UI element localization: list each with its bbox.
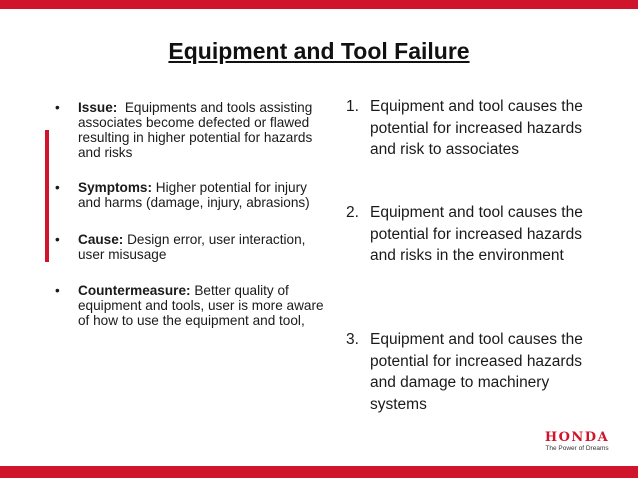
numbered-item-2: [346, 202, 606, 267]
bullet-text: Better quality of equipment and tools, user is more aware of how to use the equipment and tool,: [78, 283, 328, 328]
bullet-dot-icon: •: [55, 283, 60, 298]
bullet-cause: [55, 232, 330, 262]
bullet-text: Equipments and tools assisting associates become defected or flawed resulting in higher potential for hazards and risks: [78, 100, 317, 160]
top-accent-bar: [0, 0, 638, 9]
bullet-dot-icon: •: [55, 232, 60, 247]
logo-wordmark: HONDA: [544, 430, 610, 445]
bullet-text: Higher potential for injury and harms (damage, injury, abrasions): [78, 180, 311, 210]
bullet-dot-icon: •: [55, 100, 60, 115]
bullet-label: Symptoms:: [78, 180, 153, 195]
left-accent-line: [45, 130, 49, 262]
numbered-item-3: [346, 329, 606, 415]
logo-tagline: The Power of Dreams: [545, 445, 609, 452]
bullet-countermeasure: [55, 283, 330, 328]
item-number: 3.: [346, 331, 359, 348]
honda-logo: [536, 431, 618, 453]
item-number: 2.: [346, 204, 359, 221]
bullet-symptoms: [55, 180, 330, 210]
left-bullet-list: [55, 100, 330, 328]
bullet-label: Cause:: [78, 232, 124, 247]
bullet-label: Issue:: [78, 100, 118, 115]
bullet-issue: [55, 100, 330, 160]
bullet-dot-icon: •: [55, 180, 60, 195]
item-number: 1.: [346, 98, 359, 115]
item-text: Equipment and tool causes the potential for increased hazards and risk to associates: [370, 98, 583, 158]
bullet-label: Countermeasure:: [78, 283, 191, 298]
bottom-accent-bar: [0, 466, 638, 478]
item-text: Equipment and tool causes the potential for increased hazards and damage to machinery systems: [370, 331, 583, 413]
bullet-text: Design error, user interaction, user misusage: [78, 232, 310, 262]
numbered-item-1: [346, 96, 606, 161]
slide-title: Equipment and Tool Failure: [168, 38, 470, 64]
item-text: Equipment and tool causes the potential for increased hazards and risks in the environment: [370, 204, 583, 264]
